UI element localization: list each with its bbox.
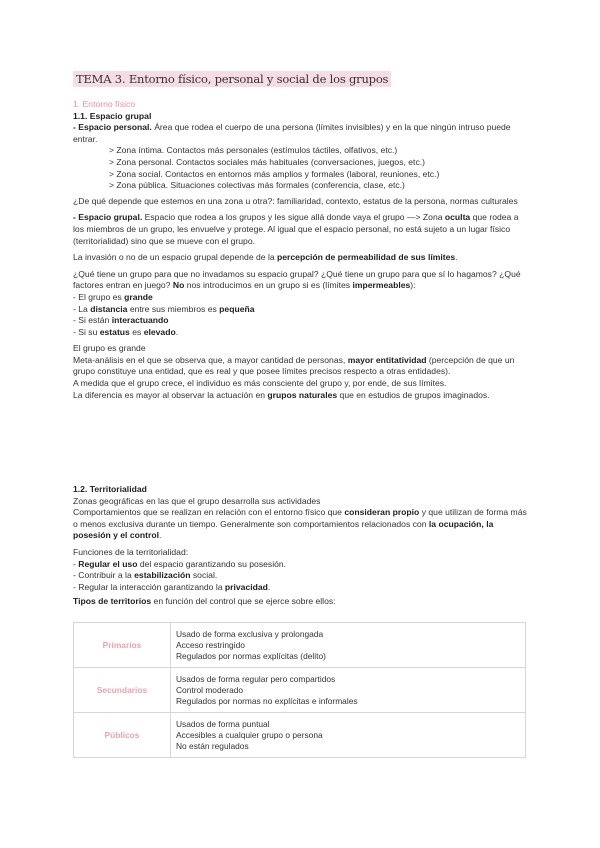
comp-text: Comportamientos que se realizan en relación con el entorno físico que <box>73 507 345 518</box>
invasion-paragraph <box>73 252 528 264</box>
territory-table <box>73 622 528 758</box>
territory-label: Primarios <box>74 623 171 668</box>
comp-text-2: y que utilizan de forma más o menos exclusiva durante un tiempo. Generalmente son comportamientos relacionados con <box>73 507 527 529</box>
group-question-text-2: nos introducimos en un grupo si es (límites <box>184 280 353 291</box>
section-entorno-fisico <box>73 99 528 401</box>
zone-item: > Zona íntima. Contactos más personales (estímulos táctiles, olfativos, etc.) <box>109 145 398 156</box>
grupal-paragraph <box>73 212 528 247</box>
invasion-end: . <box>455 252 458 263</box>
group-question-no: No <box>172 280 185 291</box>
invasion-bold: percepción de permeabilidad de sus límites <box>277 252 456 263</box>
territory-label: Secundarios <box>74 668 171 713</box>
territory-description: Usados de forma regular pero compartidos Control moderado Regulados por normas no explícitas e informales <box>171 668 526 713</box>
meta-text-2: (percepción de que un grupo constituye una entidad, que es real y que posee límites precisos respecto a otras entidades). <box>73 354 515 377</box>
depends-question: ¿De qué depende que estemos en una zona u otra?: familiaridad, contexto, estatus de la persona, normas culturales <box>73 195 518 206</box>
invasion-text: La invasión o no de un espacio grupal depende de la <box>73 252 278 263</box>
medida-paragraph: A medida que el grupo crece, el individuo es más consciente del grupo y, por ende, de sus límites. <box>73 378 447 389</box>
tipos-text: en función del control que se ejerce sobre ellos: <box>151 596 336 607</box>
group-question-impermeable: impermeables <box>352 280 411 291</box>
subsection-heading: 1.2. Territorialidad <box>73 484 147 494</box>
list-item: - La distancia entre sus miembros es pequeña <box>73 303 255 314</box>
comp-bold-2: la ocupación, la posesión y el control <box>73 518 494 541</box>
comp-text-3: . <box>158 530 162 541</box>
funciones-heading: Funciones de la territorialidad: <box>73 546 189 557</box>
grupal-text: Espacio que rodea a los grupos y les sigue allá donde vaya el grupo —> Zona <box>142 212 445 223</box>
table-row <box>74 623 526 668</box>
grupal-text-2: que rodea a los miembros de un grupo, les envuelve y protege. Al igual que el espacio personal, no está sujeto a un lugar físico (territorialidad) sino que se mueve con el grupo. <box>73 212 519 246</box>
page-title: TEMA 3. Entorno físico, personal y social de los grupos <box>73 71 391 87</box>
personal-text: Área que rodea el cuerpo de una persona (límites invisibles) y en la que ningún intruso puede entrar. <box>73 122 511 144</box>
group-question-paragraph <box>73 269 528 292</box>
diferencia-paragraph <box>73 390 528 402</box>
title-block <box>73 70 391 88</box>
personal-label: - Espacio personal. <box>73 122 152 133</box>
personal-paragraph <box>73 122 528 145</box>
tipos-paragraph <box>73 596 528 608</box>
funcion-item: - Regular la interacción garantizando la privacidad. <box>73 581 271 592</box>
meta-paragraph <box>73 355 528 378</box>
meta-bold: mayor entitatividad <box>347 354 427 365</box>
section-heading: 1. Entorno físico <box>73 99 136 109</box>
table-row <box>74 668 526 713</box>
tipos-bold: Tipos de territorios <box>73 596 152 607</box>
group-question-text-3: ): <box>410 280 416 291</box>
subsection-heading: 1.1. Espacio grupal <box>73 110 152 121</box>
comp-bold: consideran propio <box>344 507 420 518</box>
grande-heading: El grupo es grande <box>73 343 146 354</box>
zone-item: > Zona social. Contactos en entornos más amplios y formales (laboral, reuniones, etc.) <box>109 168 440 179</box>
dif-text-2: que en estudios de grupos imaginados. <box>337 389 490 400</box>
table-row <box>74 713 526 758</box>
zone-item: > Zona pública. Situaciones colectivas más formales (conferencia, clase, etc.) <box>109 180 405 191</box>
funcion-item: - Contribuir a la estabilización social. <box>73 570 218 581</box>
comportamientos-paragraph <box>73 507 528 542</box>
list-item: - Si su estatus es elevado. <box>73 326 179 337</box>
grupal-bold: oculta <box>444 212 471 223</box>
group-question-text: ¿Qué tiene un grupo para que no invadamos su espacio grupal? ¿Qué tiene un grupo para que sí lo hagamos? ¿Qué factores entran en juego? <box>73 268 521 291</box>
grupal-label: - Espacio grupal. <box>73 212 143 223</box>
zonas-paragraph: Zonas geográficas en las que el grupo desarrolla sus actividades <box>73 495 321 506</box>
territory-label: Públicos <box>74 713 171 758</box>
list-item: - El grupo es grande <box>73 291 153 302</box>
dif-text: La diferencia es mayor al observar la actuación en <box>73 389 268 400</box>
section-territorialidad <box>73 484 528 608</box>
zone-item: > Zona personal. Contactos sociales más habituales (conversaciones, juegos, etc.) <box>109 156 425 167</box>
territory-description: Usados de forma puntual Accesibles a cualquier grupo o persona No están regulados <box>171 713 526 758</box>
funcion-item: - Regular el uso del espacio garantizando su posesión. <box>73 558 287 569</box>
list-item: - Si están interactuando <box>73 315 169 326</box>
meta-text: Meta-análisis en el que se observa que, a mayor cantidad de personas, <box>73 354 348 365</box>
dif-bold: grupos naturales <box>267 389 338 400</box>
territory-description: Usado de forma exclusiva y prolongada Acceso restringido Regulados por normas explícitas (delito) <box>171 623 526 668</box>
